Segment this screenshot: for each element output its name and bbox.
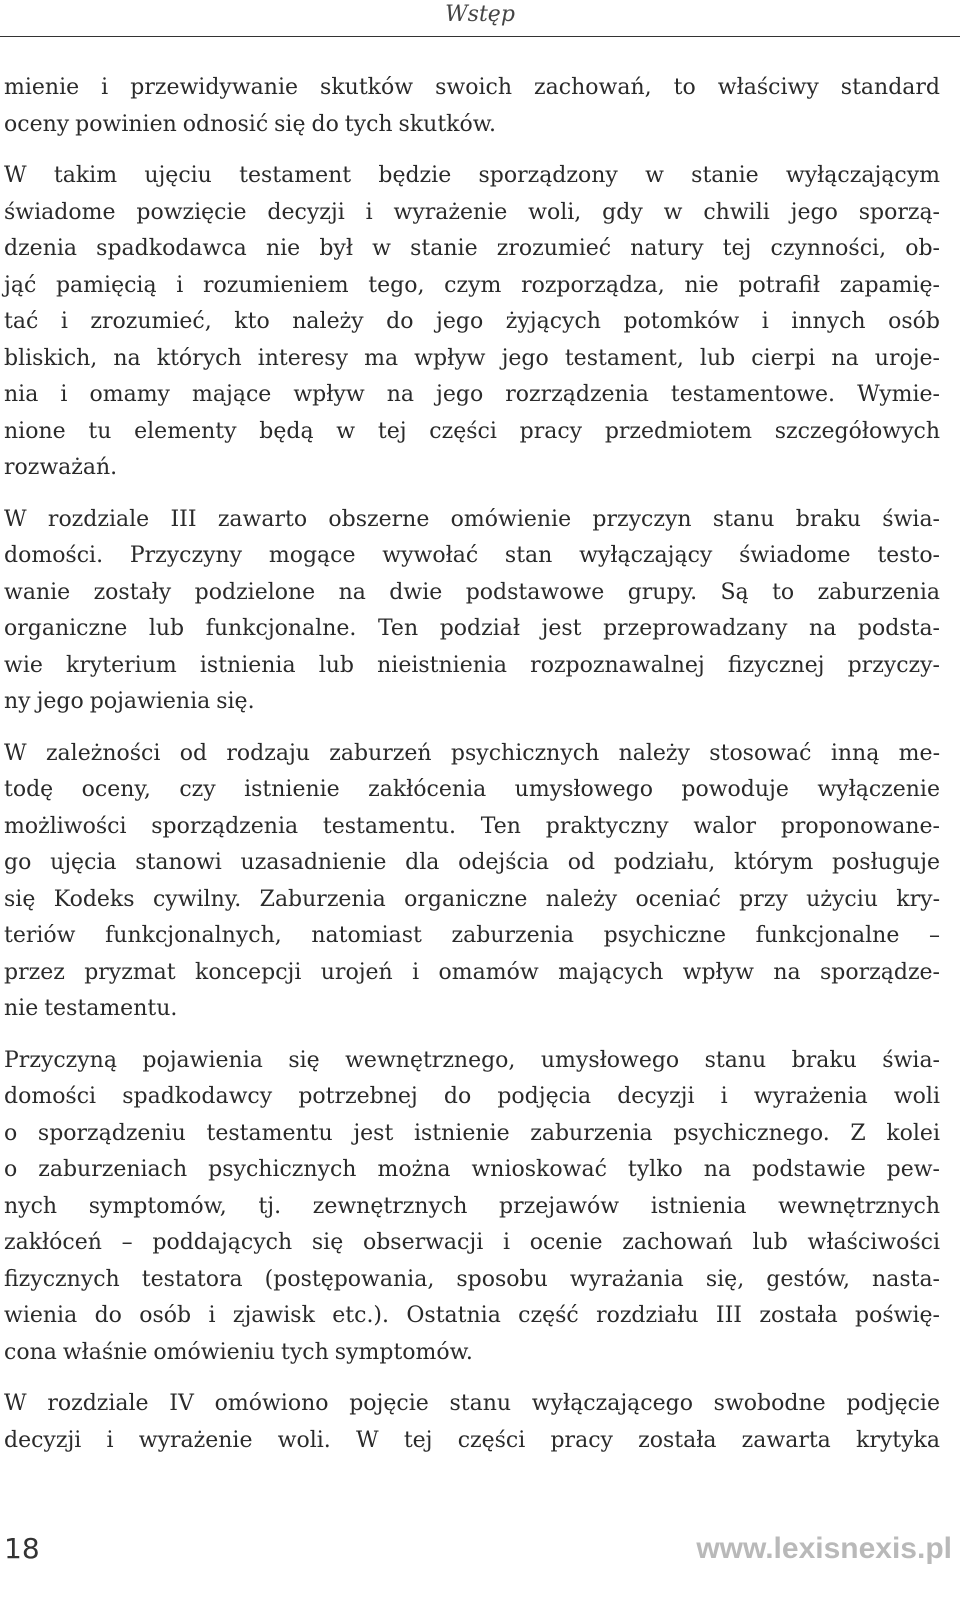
running-header	[0, 0, 960, 37]
text-line: o zaburzeniach psychicznych można wnioskować tylko na podstawie pew-	[4, 1157, 940, 1182]
text-line: ny jego pojawienia się.	[4, 689, 255, 714]
text-line: W zależności od rodzaju zaburzeń psychicznych należy stosować inną me-	[4, 740, 940, 766]
text-line: W rozdziale IV omówiono pojęcie stanu wyłączającego swobodne podjęcie	[4, 1391, 940, 1416]
text-line: nione tu elementy będą w tej części pracy przedmiotem szczegółowych	[4, 418, 940, 444]
text-line: o sporządzeniu testamentu jest istnienie zaburzenia psychicznego. Z kolei	[4, 1120, 940, 1146]
text-line: możliwości sporządzenia testamentu. Ten praktyczny walor proponowane-	[4, 813, 940, 839]
text-line: todę oceny, czy istnienie zakłócenia umysłowego powoduje wyłączenie	[4, 777, 940, 802]
text-line: go ujęcia stanowi uzasadnienie dla odejścia od podziału, którym posługuje	[4, 850, 940, 875]
text-line: rozważań.	[4, 455, 118, 480]
text-line: dzenia spadkodawca nie był w stanie zrozumieć natury tej czynności, ob-	[4, 236, 940, 261]
text-line: domości. Przyczyny mogące wywołać stan wyłączający świadome testo-	[4, 543, 940, 568]
text-line: wie kryterium istnienia lub nieistnienia rozpoznawalnej fizycznej przyczy-	[4, 652, 940, 678]
text-line: cona właśnie omówieniu tych symptomów.	[4, 1339, 473, 1365]
text-line: nie testamentu.	[4, 996, 178, 1021]
text-line: przez pryzmat koncepcji urojeń i omamów mających wpływ na sporządze-	[4, 959, 940, 985]
text-line: tać i zrozumieć, kto należy do jego żyjących potomków i innych osób	[4, 309, 940, 334]
text-line: Przyczyną pojawienia się wewnętrznego, umysłowego stanu braku świa-	[4, 1047, 940, 1073]
text-line: domości spadkodawcy potrzebnej do podjęcia decyzji i wyrażenia woli	[4, 1084, 940, 1109]
text-line: fizycznych testatora (postępowania, sposobu wyrażania się, gestów, nasta-	[4, 1266, 940, 1292]
paragraph	[4, 1386, 940, 1459]
paragraph	[4, 1043, 940, 1372]
text-line: W takim ujęciu testament będzie sporządzony w stanie wyłączającym	[4, 163, 940, 188]
running-title: Wstęp	[445, 2, 515, 27]
text-line: wienia do osób i zjawisk etc.). Ostatnia część rozdziału III została poświę-	[4, 1303, 940, 1328]
paragraph	[4, 736, 940, 1028]
text-line: się Kodeks cywilny. Zaburzenia organiczne należy oceniać przy użyciu kry-	[4, 886, 940, 912]
text-line: nych symptomów, tj. zewnętrznych przejawów istnienia wewnętrznych	[4, 1193, 940, 1219]
text-line: oceny powinien odnosić się do tych skutków.	[4, 111, 496, 137]
text-line: decyzji i wyrażenie woli. W tej części pracy została zawarta krytyka	[4, 1427, 940, 1453]
paragraph	[4, 70, 940, 143]
publisher-website: www.lexisnexis.pl	[696, 1532, 952, 1565]
paragraph	[4, 158, 940, 487]
text-line: mienie i przewidywanie skutków swoich zachowań, to właściwy standard	[4, 75, 940, 100]
text-line: bliskich, na których interesy ma wpływ jego testament, lub cierpi na uroje-	[4, 345, 940, 371]
page-body	[4, 70, 940, 1474]
paragraph	[4, 502, 940, 721]
text-line: teriów funkcjonalnych, natomiast zaburzenia psychiczne funkcjonalne –	[4, 923, 940, 948]
text-line: wanie zostały podzielone na dwie podstawowe grupy. Są to zaburzenia	[4, 579, 940, 605]
text-line: zakłóceń – poddających się obserwacji i ocenie zachowań lub właściwości	[4, 1230, 940, 1255]
text-line: organiczne lub funkcjonalne. Ten podział jest przeprowadzany na podsta-	[4, 616, 940, 641]
text-line: nia i omamy mające wpływ na jego rozrządzenia testamentowe. Wymie-	[4, 382, 940, 407]
text-line: W rozdziale III zawarto obszerne omówienie przyczyn stanu braku świa-	[4, 506, 940, 532]
text-line: świadome powzięcie decyzji i wyrażenie woli, gdy w chwili jego sporzą-	[4, 199, 940, 225]
text-line: jąć pamięcią i rozumieniem tego, czym rozporządza, nie potrafił zapamię-	[4, 272, 940, 298]
page-number: 18	[4, 1532, 40, 1565]
